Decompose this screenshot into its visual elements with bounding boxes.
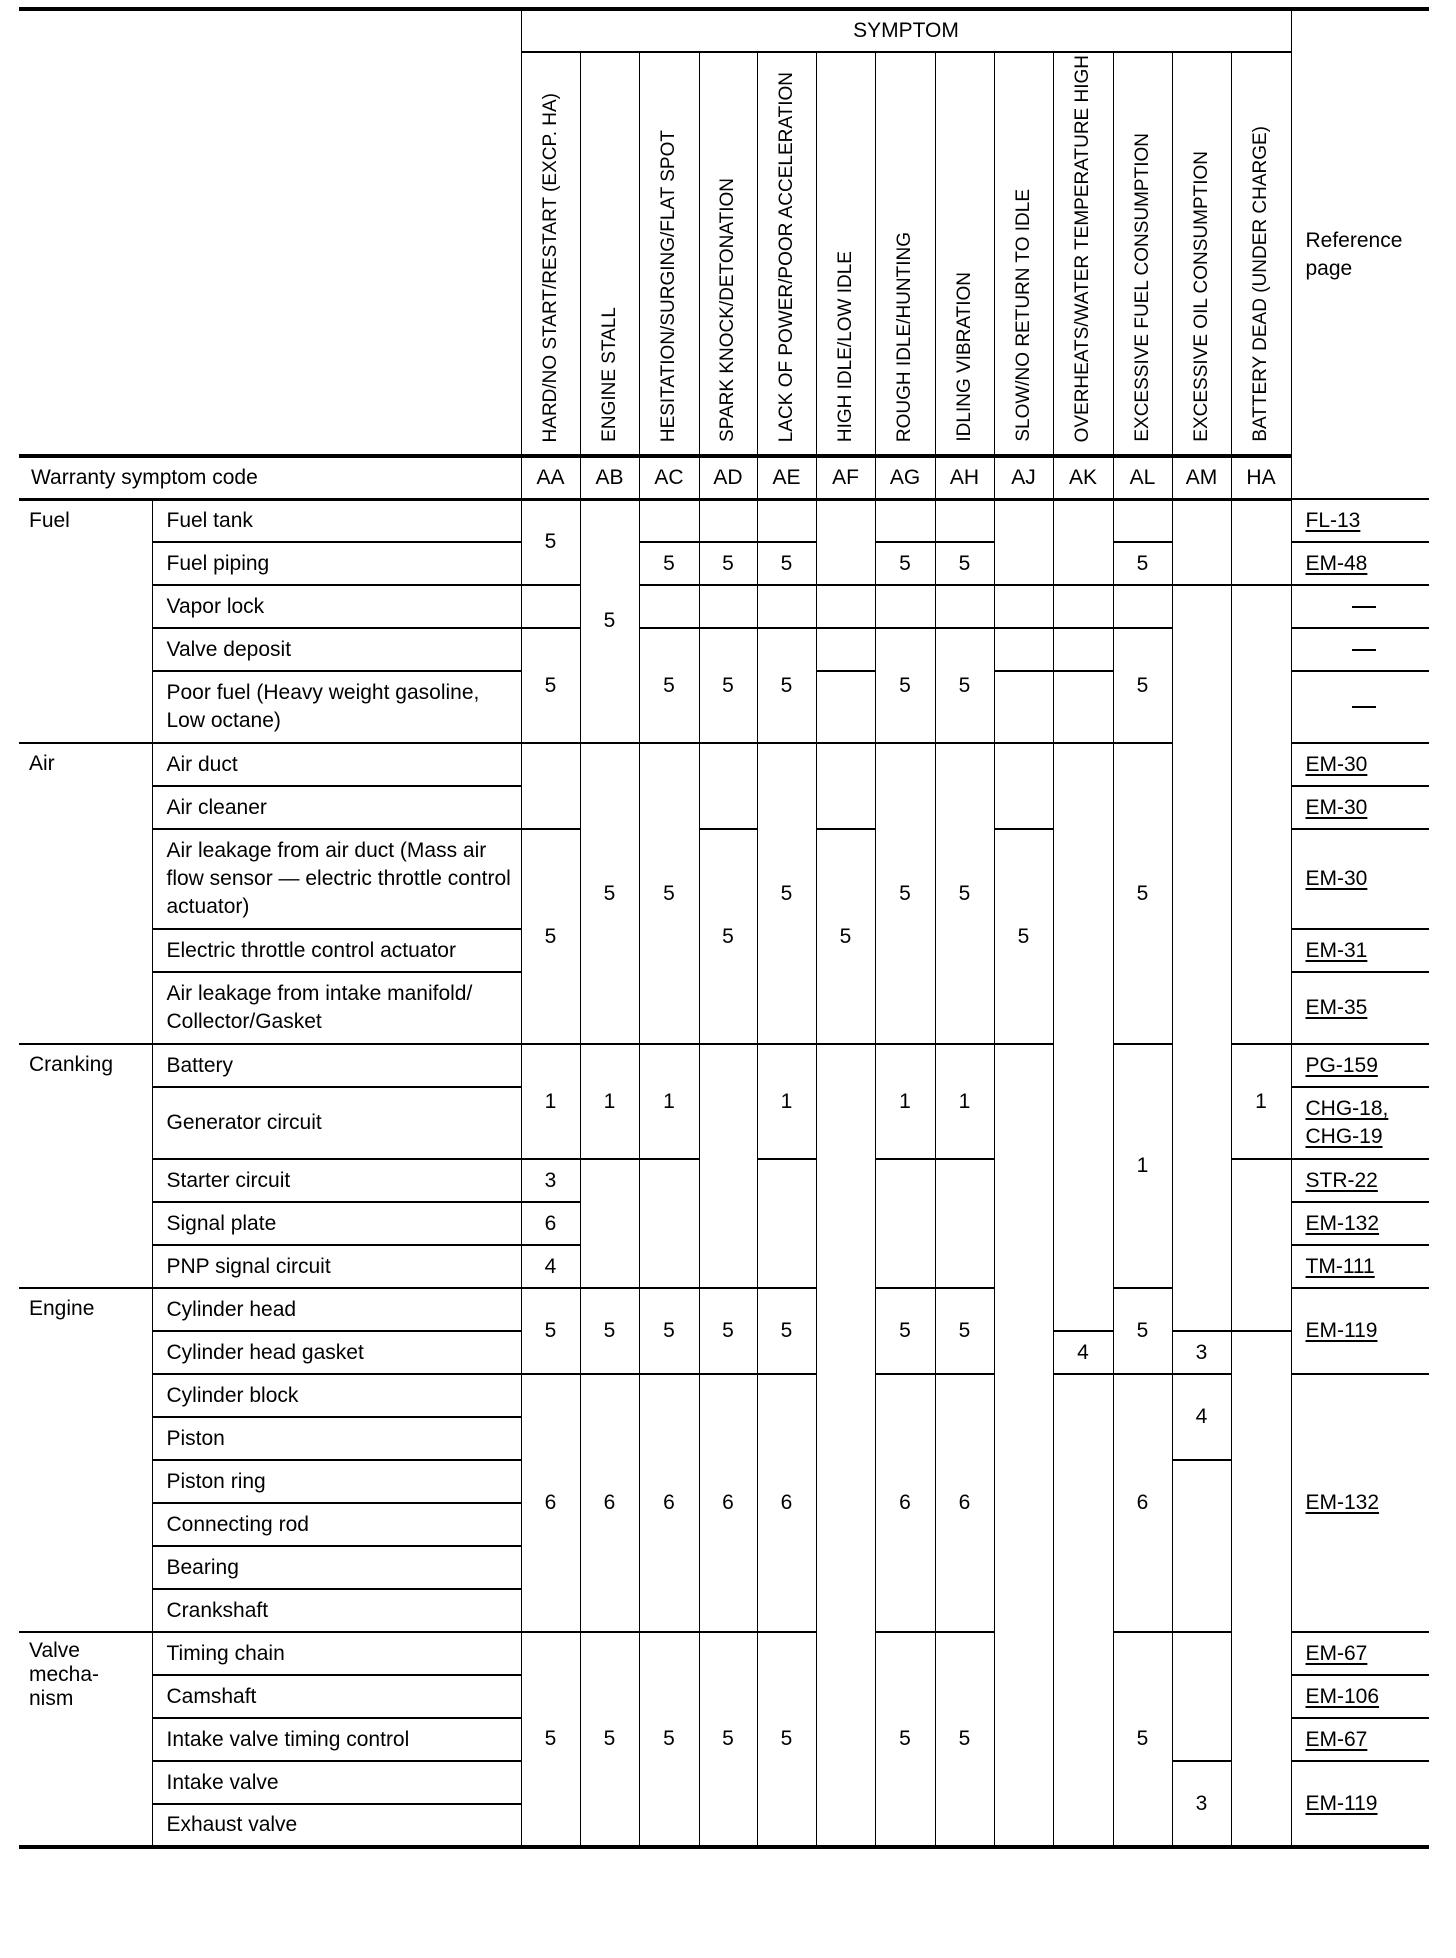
- warranty-code-ha: HA: [1231, 456, 1291, 499]
- cell-ah: 5: [935, 628, 994, 743]
- symptom-column-header: [1231, 52, 1291, 456]
- warranty-code-al: AL: [1113, 456, 1172, 499]
- cell-ah: 6: [935, 1374, 994, 1632]
- cell-ha: [1231, 585, 1291, 1044]
- group-valve-mecha-nism: Valve mecha- nism: [19, 1632, 152, 1847]
- cell-ab: 5: [580, 1288, 639, 1374]
- symptom-column-header: [699, 52, 757, 456]
- symptom-table: [19, 7, 1429, 1849]
- reference-link[interactable]: [1291, 542, 1429, 585]
- component-label: Valve deposit: [152, 628, 521, 671]
- symptom-name: ENGINE STALL: [598, 307, 620, 442]
- cell-ad: 6: [699, 1374, 757, 1632]
- component-label: Bearing: [152, 1546, 521, 1589]
- reference-page-link[interactable]: STR-22: [1305, 1168, 1378, 1192]
- cell-ah: [935, 585, 994, 628]
- component-label: Battery: [152, 1044, 521, 1087]
- no-reference-dash: [1352, 706, 1376, 708]
- component-label: Cylinder head: [152, 1288, 521, 1331]
- cell-ag: 5: [875, 1288, 935, 1374]
- cell-ad: [699, 743, 757, 829]
- reference-page-link[interactable]: TM-111: [1305, 1254, 1375, 1278]
- component-label: Intake valve: [152, 1761, 521, 1804]
- symptom-name: ROUGH IDLE/HUNTING: [894, 231, 915, 442]
- reference-link[interactable]: [1291, 1632, 1429, 1675]
- cell-al: 1: [1113, 1044, 1172, 1288]
- cell-ac: 5: [639, 1288, 699, 1374]
- cell-am: 3: [1172, 1331, 1231, 1374]
- cell-am: 3: [1172, 1761, 1231, 1847]
- component-label: Piston: [152, 1417, 521, 1460]
- cell-aa: 5: [521, 1288, 580, 1374]
- symptom-column-header: [1053, 52, 1113, 456]
- warranty-code-ab: AB: [580, 456, 639, 499]
- reference-page-link[interactable]: EM-48: [1305, 551, 1368, 575]
- cell-aa: [521, 585, 580, 628]
- cell-ac: 5: [639, 542, 699, 585]
- cell-aj: [994, 499, 1053, 585]
- cell-ad: 5: [699, 829, 757, 1044]
- cell-ha: 1: [1231, 1044, 1291, 1159]
- warranty-code-aj: AJ: [994, 456, 1053, 499]
- cell-al: 5: [1113, 743, 1172, 1044]
- reference-link: [1291, 671, 1429, 743]
- symptom-name: SLOW/NO RETURN TO IDLE: [1012, 189, 1034, 442]
- symptom-name: HIGH IDLE/LOW IDLE: [834, 250, 856, 442]
- cell-af: [816, 499, 875, 585]
- warranty-code-af: AF: [816, 456, 875, 499]
- no-reference-dash: [1352, 649, 1376, 651]
- cell-ag: [875, 1159, 935, 1288]
- cell-aj: [994, 585, 1053, 628]
- cell-ac: 5: [639, 743, 699, 1044]
- symptom-name: LACK OF POWER/POOR ACCELERATION: [775, 71, 797, 442]
- reference-link[interactable]: [1291, 829, 1429, 929]
- cell-ab: 1: [580, 1044, 639, 1159]
- component-label: Air leakage from air duct (Mass air flow sensor — electric throttle control actuator): [152, 829, 521, 929]
- symptom-column-header: [816, 52, 875, 456]
- cell-ab: 5: [580, 499, 639, 743]
- cell-am: [1172, 499, 1231, 585]
- cell-ae: [757, 1159, 816, 1288]
- warranty-code-ak: AK: [1053, 456, 1113, 499]
- cell-ak: [1053, 743, 1113, 1331]
- component-label: Fuel piping: [152, 542, 521, 585]
- cell-ad: [699, 1044, 757, 1288]
- component-label: Electric throttle control actuator: [152, 929, 521, 972]
- cell-ae: 5: [757, 1288, 816, 1374]
- cell-ak: [1053, 628, 1113, 671]
- cell-ag: [875, 499, 935, 542]
- reference-page-link[interactable]: EM-119: [1305, 1791, 1378, 1815]
- symptom-name: BATTERY DEAD (UNDER CHARGE): [1250, 126, 1271, 442]
- group-fuel: Fuel: [19, 499, 152, 743]
- reference-link[interactable]: [1291, 972, 1429, 1044]
- reference-page-link[interactable]: EM-31: [1305, 938, 1368, 962]
- header-blank: [19, 9, 521, 456]
- component-label: Piston ring: [152, 1460, 521, 1503]
- cell-aa: 3: [521, 1159, 580, 1202]
- reference-link[interactable]: [1291, 499, 1429, 542]
- cell-ad: [699, 585, 757, 628]
- component-label: Cylinder block: [152, 1374, 521, 1417]
- cell-ab: [580, 1159, 639, 1288]
- component-label: PNP signal circuit: [152, 1245, 521, 1288]
- cell-al: [1113, 499, 1172, 542]
- cell-ad: 5: [699, 542, 757, 585]
- component-label: Connecting rod: [152, 1503, 521, 1546]
- cell-aj: [994, 628, 1053, 671]
- cell-al: 5: [1113, 542, 1172, 585]
- symptom-column-header: [580, 52, 639, 456]
- cell-aj: [994, 743, 1053, 829]
- symptom-column-header: [1172, 52, 1231, 456]
- reference-page-link[interactable]: FL-13: [1305, 508, 1361, 532]
- reference-page-link[interactable]: EM-30: [1305, 795, 1368, 819]
- cell-aj: [994, 671, 1053, 743]
- cell-ab: 6: [580, 1374, 639, 1632]
- component-label: Air cleaner: [152, 786, 521, 829]
- component-label: Generator circuit: [152, 1087, 521, 1159]
- cell-ah: [935, 499, 994, 542]
- component-label: Cylinder head gasket: [152, 1331, 521, 1374]
- cell-aa: 4: [521, 1245, 580, 1288]
- symptom-column-header: [521, 52, 580, 456]
- cell-aj: [994, 1044, 1053, 1847]
- cell-af: 5: [816, 829, 875, 1044]
- reference-page-link[interactable]: EM-132: [1305, 1211, 1380, 1235]
- reference-link[interactable]: [1291, 1202, 1429, 1245]
- warranty-code-ad: AD: [699, 456, 757, 499]
- cell-af: [816, 585, 875, 628]
- reference-page-link[interactable]: EM-30: [1305, 867, 1368, 890]
- cell-af: [816, 1044, 875, 1847]
- table-row: [19, 1632, 1429, 1675]
- warranty-code-ah: AH: [935, 456, 994, 499]
- cell-ac: [639, 585, 699, 628]
- symptom-column-header: [935, 52, 994, 456]
- cell-ab: 5: [580, 1632, 639, 1847]
- cell-ah: [935, 1159, 994, 1288]
- cell-ac: [639, 499, 699, 542]
- component-label: Signal plate: [152, 1202, 521, 1245]
- table-row: [19, 585, 1429, 628]
- cell-ac: 5: [639, 1632, 699, 1847]
- cell-aa: 5: [521, 829, 580, 1044]
- group-engine: Engine: [19, 1288, 152, 1632]
- no-reference-dash: [1352, 606, 1376, 608]
- symptom-column-header: [1113, 52, 1172, 456]
- reference-link[interactable]: [1291, 1761, 1429, 1847]
- symptom-name: HESITATION/SURGING/FLAT SPOT: [658, 129, 679, 442]
- reference-link: [1291, 585, 1429, 628]
- cell-ag: 1: [875, 1044, 935, 1159]
- reference-link[interactable]: [1291, 743, 1429, 786]
- reference-page-link[interactable]: CHG-18, CHG-19: [1305, 1097, 1389, 1148]
- cell-ah: 5: [935, 1632, 994, 1847]
- warranty-symptom-code-label: Warranty symptom code: [19, 456, 521, 499]
- warranty-code-am: AM: [1172, 456, 1231, 499]
- reference-link[interactable]: [1291, 1044, 1429, 1087]
- cell-ag: 5: [875, 1632, 935, 1847]
- cell-al: 5: [1113, 1632, 1172, 1847]
- cell-ab: 5: [580, 743, 639, 1044]
- reference-link[interactable]: [1291, 1288, 1429, 1374]
- symptom-header: SYMPTOM: [521, 9, 1291, 52]
- cell-ad: [699, 499, 757, 542]
- symptom-column-header: [639, 52, 699, 456]
- symptom-column-header: [994, 52, 1053, 456]
- cell-ac: 6: [639, 1374, 699, 1632]
- cell-ae: 5: [757, 542, 816, 585]
- cell-af: [816, 743, 875, 829]
- cell-aj: 5: [994, 829, 1053, 1044]
- cell-aa: 1: [521, 1044, 580, 1159]
- reference-link[interactable]: [1291, 1718, 1429, 1761]
- cell-ak: [1053, 585, 1113, 628]
- component-label: Timing chain: [152, 1632, 521, 1675]
- reference-page-link[interactable]: EM-35: [1305, 996, 1368, 1019]
- component-label: Air leakage from intake manifold/ Collector/Gasket: [152, 972, 521, 1044]
- warranty-code-aa: AA: [521, 456, 580, 499]
- component-label: Crankshaft: [152, 1589, 521, 1632]
- component-label: Starter circuit: [152, 1159, 521, 1202]
- cell-ad: 5: [699, 1288, 757, 1374]
- cell-ac: [639, 1159, 699, 1288]
- reference-page-link[interactable]: EM-30: [1305, 752, 1368, 776]
- cell-af: [816, 628, 875, 671]
- reference-link[interactable]: [1291, 1374, 1429, 1632]
- cell-ae: 5: [757, 743, 816, 1044]
- cell-am: [1172, 1632, 1231, 1761]
- cell-ha: [1231, 499, 1291, 585]
- reference-page-link[interactable]: EM-67: [1305, 1641, 1368, 1665]
- cell-ae: 1: [757, 1044, 816, 1159]
- cell-ak: [1053, 671, 1113, 743]
- cell-ae: 5: [757, 1632, 816, 1847]
- table-row: [19, 1374, 1429, 1417]
- symptom-name: HARD/NO START/RESTART (EXCP. HA): [539, 92, 561, 442]
- component-label: Air duct: [152, 743, 521, 786]
- cell-ad: 5: [699, 628, 757, 743]
- cell-af: [816, 671, 875, 743]
- component-label: Intake valve timing control: [152, 1718, 521, 1761]
- cell-aa: 5: [521, 1632, 580, 1847]
- reference-page-link[interactable]: EM-132: [1305, 1491, 1380, 1514]
- cell-ac: 5: [639, 628, 699, 743]
- cell-am: [1172, 1460, 1231, 1632]
- component-label: Exhaust valve: [152, 1804, 521, 1847]
- reference-page-link[interactable]: PG-159: [1305, 1053, 1378, 1077]
- cell-ah: 5: [935, 743, 994, 1044]
- reference-page-link[interactable]: EM-67: [1305, 1727, 1368, 1751]
- cell-am: [1172, 585, 1231, 1331]
- reference-page-link[interactable]: EM-119: [1305, 1319, 1378, 1342]
- cell-ae: [757, 499, 816, 542]
- reference-link: [1291, 628, 1429, 671]
- cell-ah: 5: [935, 1288, 994, 1374]
- cell-al: [1113, 585, 1172, 628]
- reference-link[interactable]: [1291, 1087, 1429, 1159]
- reference-link[interactable]: [1291, 1675, 1429, 1718]
- cell-ah: 1: [935, 1044, 994, 1159]
- component-label: Fuel tank: [152, 499, 521, 542]
- component-label: Vapor lock: [152, 585, 521, 628]
- symptom-name: IDLING VIBRATION: [953, 272, 975, 442]
- reference-page-header: Reference page: [1291, 9, 1429, 499]
- cell-ag: 5: [875, 628, 935, 743]
- cell-ak: 4: [1053, 1331, 1113, 1374]
- cell-aa: 5: [521, 499, 580, 585]
- component-label: Poor fuel (Heavy weight gasoline, Low octane): [152, 671, 521, 743]
- cell-ha: [1231, 1331, 1291, 1847]
- symptom-column-header: [875, 52, 935, 456]
- cell-ag: 5: [875, 743, 935, 1044]
- component-label: Camshaft: [152, 1675, 521, 1718]
- cell-ah: 5: [935, 542, 994, 585]
- group-cranking: Cranking: [19, 1044, 152, 1288]
- cell-ak: [1053, 1374, 1113, 1847]
- reference-link[interactable]: [1291, 1245, 1429, 1288]
- cell-aa: 6: [521, 1202, 580, 1245]
- cell-ac: 1: [639, 1044, 699, 1159]
- reference-link[interactable]: [1291, 1159, 1429, 1202]
- symptom-name: EXCESSIVE OIL CONSUMPTION: [1190, 151, 1212, 442]
- cell-ha: [1231, 1159, 1291, 1331]
- cell-ae: [757, 585, 816, 628]
- cell-aa: 6: [521, 1374, 580, 1632]
- reference-link[interactable]: [1291, 786, 1429, 829]
- cell-al: 5: [1113, 628, 1172, 743]
- cell-al: 5: [1113, 1288, 1172, 1374]
- symptom-column-header: [757, 52, 816, 456]
- symptom-name: EXCESSIVE FUEL CONSUMPTION: [1131, 133, 1153, 442]
- symptom-name: OVERHEATS/WATER TEMPERATURE HIGH: [1072, 54, 1093, 442]
- symptom-name: SPARK KNOCK/DETONATION: [717, 178, 738, 442]
- warranty-code-ae: AE: [757, 456, 816, 499]
- cell-ae: 5: [757, 628, 816, 743]
- warranty-code-ag: AG: [875, 456, 935, 499]
- cell-aa: [521, 743, 580, 829]
- cell-am: 4: [1172, 1374, 1231, 1460]
- reference-link[interactable]: [1291, 929, 1429, 972]
- cell-ag: 5: [875, 542, 935, 585]
- cell-ad: 5: [699, 1632, 757, 1847]
- table-row: [19, 499, 1429, 542]
- reference-page-link[interactable]: EM-106: [1305, 1684, 1380, 1708]
- cell-al: 6: [1113, 1374, 1172, 1632]
- cell-ag: [875, 585, 935, 628]
- cell-aa: 5: [521, 628, 580, 743]
- cell-ag: 6: [875, 1374, 935, 1632]
- group-air: Air: [19, 743, 152, 1044]
- cell-ae: 6: [757, 1374, 816, 1632]
- warranty-code-ac: AC: [639, 456, 699, 499]
- cell-ak: [1053, 499, 1113, 585]
